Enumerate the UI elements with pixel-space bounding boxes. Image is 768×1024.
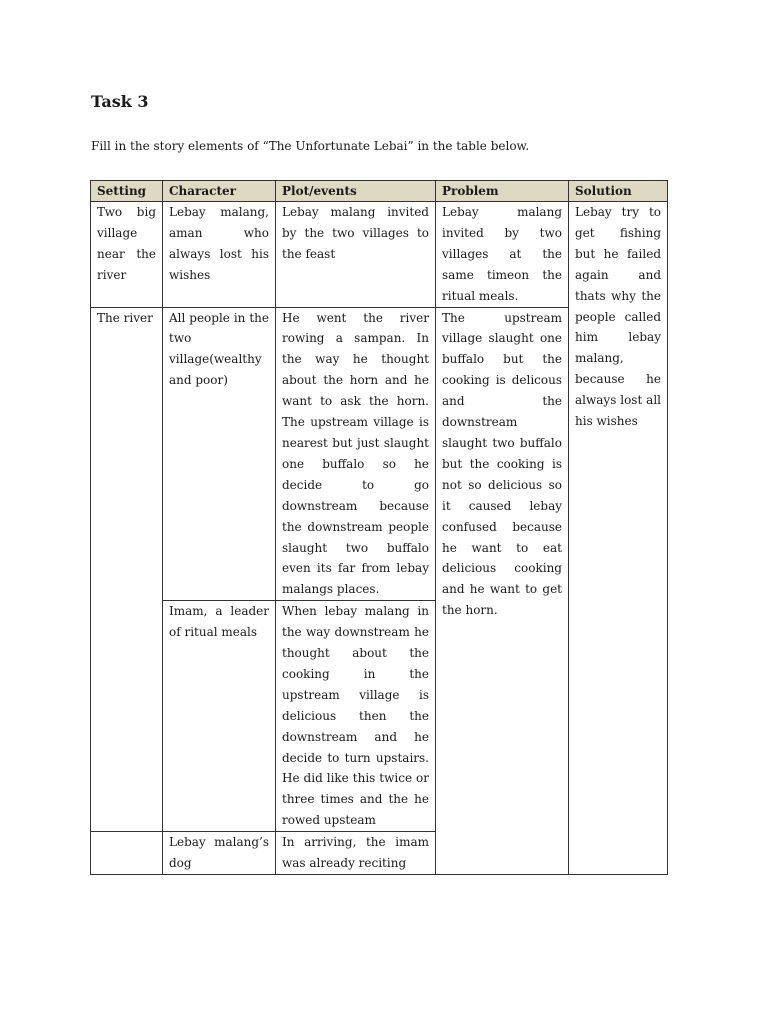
- problem-cell: The upstream village slaught one buffalo but the cooking is delicous and the downstream slaught two buffalo but the cooking is not so delicious so it caused lebay confused because he want to eat delicious cooking and he want to get the horn.: [436, 307, 569, 874]
- story-elements-table: [90, 180, 668, 875]
- setting-cell: The river: [91, 307, 163, 832]
- instruction-text: Fill in the story elements of “The Unfortunate Lebai” in the table below.: [91, 139, 530, 153]
- character-cell: Imam, a leader of ritual meals: [163, 601, 276, 832]
- setting-cell: [91, 832, 163, 875]
- character-cell: Lebay malang’s dog: [163, 832, 276, 875]
- setting-cell: Two big village near the river: [91, 202, 163, 308]
- character-cell: Lebay malang, aman who always lost his wishes: [163, 202, 276, 308]
- header-problem: Problem: [436, 181, 569, 202]
- task-heading: Task 3: [91, 92, 149, 111]
- solution-cell: Lebay try to get fishing but he failed again and thats why the people called him lebay malang, because he always lost all his wishes: [569, 202, 668, 875]
- plot-cell: When lebay malang in the way downstream he thought about the cooking in the upstream village is delicious then the downstream and he decide to turn upstairs. He did like this twice or three times and the he rowed upsteam: [276, 601, 436, 832]
- plot-cell: In arriving, the imam was already reciting: [276, 832, 436, 875]
- header-setting: Setting: [91, 181, 163, 202]
- character-cell: All people in the two village(wealthy and poor): [163, 307, 276, 601]
- header-plot-events: Plot/events: [276, 181, 436, 202]
- table-row: [91, 202, 668, 308]
- table-header-row: [91, 181, 668, 202]
- problem-cell: Lebay malang invited by two villages at the same timeon the ritual meals.: [436, 202, 569, 308]
- header-character: Character: [163, 181, 276, 202]
- plot-cell: He went the river rowing a sampan. In the way he thought about the horn and he want to ask the horn. The upstream village is nearest but just slaught one buffalo so he decide to go downstream because the downstream people slaught two buffalo even its far from lebay malangs places.: [276, 307, 436, 601]
- plot-cell: Lebay malang invited by the two villages to the feast: [276, 202, 436, 308]
- header-solution: Solution: [569, 181, 668, 202]
